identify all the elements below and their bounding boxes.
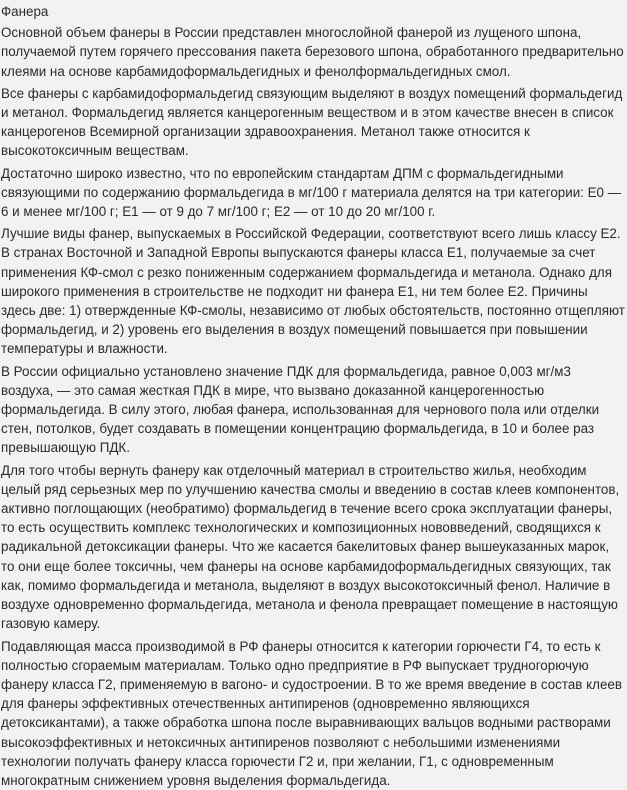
paragraph-3: Достаточно широко известно, что по европейским стандартам ДПМ с формальдегидными связующими по содержанию формальдегида в мг/100 г материала делятся на три категории: Е0 — 6 и менее мг/100 г; Е1 — от 9 до 7 мг/100 г; Е2 — от 10 до 20 мг/100 г. <box>1 164 626 222</box>
document-title: Фанера <box>1 2 626 21</box>
paragraph-7: Подавляющая масса производимой в РФ фанеры относится к категории горючести Г4, то есть к полностью сгораемым материалам. Только одно предприятие в РФ выпускает трудногорючую фанеру класса Г2, применяемую в вагоно- и судостроении. В то же время введение в состав клеев для фанеры эффективных отечественных антипиренов (одновременно являющихся детоксикантами), а также обработка шпона после выравнивающих вальцов водными растворами высокоэффективных и нетоксичных антипиренов позволяют с небольшими изменениями технологии получать фанеру класса горючести Г2 и, при желании, Г1, с одновременным многократным снижением уровня выделения формальдегида. <box>1 637 626 790</box>
paragraph-6: Для того чтобы вернуть фанеру как отделочный материал в строительство жилья, необходим целый ряд серьезных мер по улучшению качества смолы и введению в состав клеев компонентов, активно поглощающих (необратимо) формальдегид в течение всего срока эксплуатации фанеры, то есть осуществить комплекс технологических и композиционных нововведений, сводящихся к радикальной детоксикации фанеры. Что же касается бакелитовых фанер вышеуказанных марок, то они еще более токсичны, чем фанеры на основе карбамидоформальдегидных связующих, так как, помимо формальдегида и метанола, выделяют в воздух высокотоксичный фенол. Наличие в воздухе одновременно формальдегида, метанола и фенола превращает помещение в настоящую газовую камеру. <box>1 461 626 634</box>
paragraph-1: Основной объем фанеры в России представлен многослойной фанерой из лущеного шпона, получаемой путем горячего прессования пакета березового шпона, обработанного предварительно клеями на основе карбамидоформальдегидных и фенолформальдегидных смол. <box>1 23 626 81</box>
paragraph-4: Лучшие виды фанер, выпускаемых в Российской Федерации, соответствуют всего лишь классу Е2. В странах Восточной и Западной Европы выпускаются фанеры класса Е1, получаемые за счет применения КФ-смол с резко пониженным содержанием формальдегида и метанола. Однако для широкого применения в строительстве не подходит ни фанера Е1, ни тем более Е2. Причины здесь две: 1) отвержденные КФ-смолы, независимо от любых обстоятельств, постоянно отщепляют формальдегид, и 2) уровень его выделения в воздух помещений повышается при повышении температуры и влажности. <box>1 224 626 358</box>
paragraph-2: Все фанеры с карбамидоформальдегид связующим выделяют в воздух помещений формальдегид и метанол. Формальдегид является канцерогенным веществом и в этом качестве внесен в список канцерогенов Всемирной организации здравоохранения. Метанол также относится к высокотоксичным веществам. <box>1 84 626 161</box>
paragraph-5: В России официально установлено значение ПДК для формальдегида, равное 0,003 мг/м3 воздуха, — это самая жесткая ПДК в мире, что вызвано доказанной канцерогенностью формальдегида. В силу этого, любая фанера, использованная для чернового пола или отделки стен, потолков, будет создавать в помещении концентрацию формальдегида, в 10 и более раз превышающую ПДК. <box>1 362 626 458</box>
